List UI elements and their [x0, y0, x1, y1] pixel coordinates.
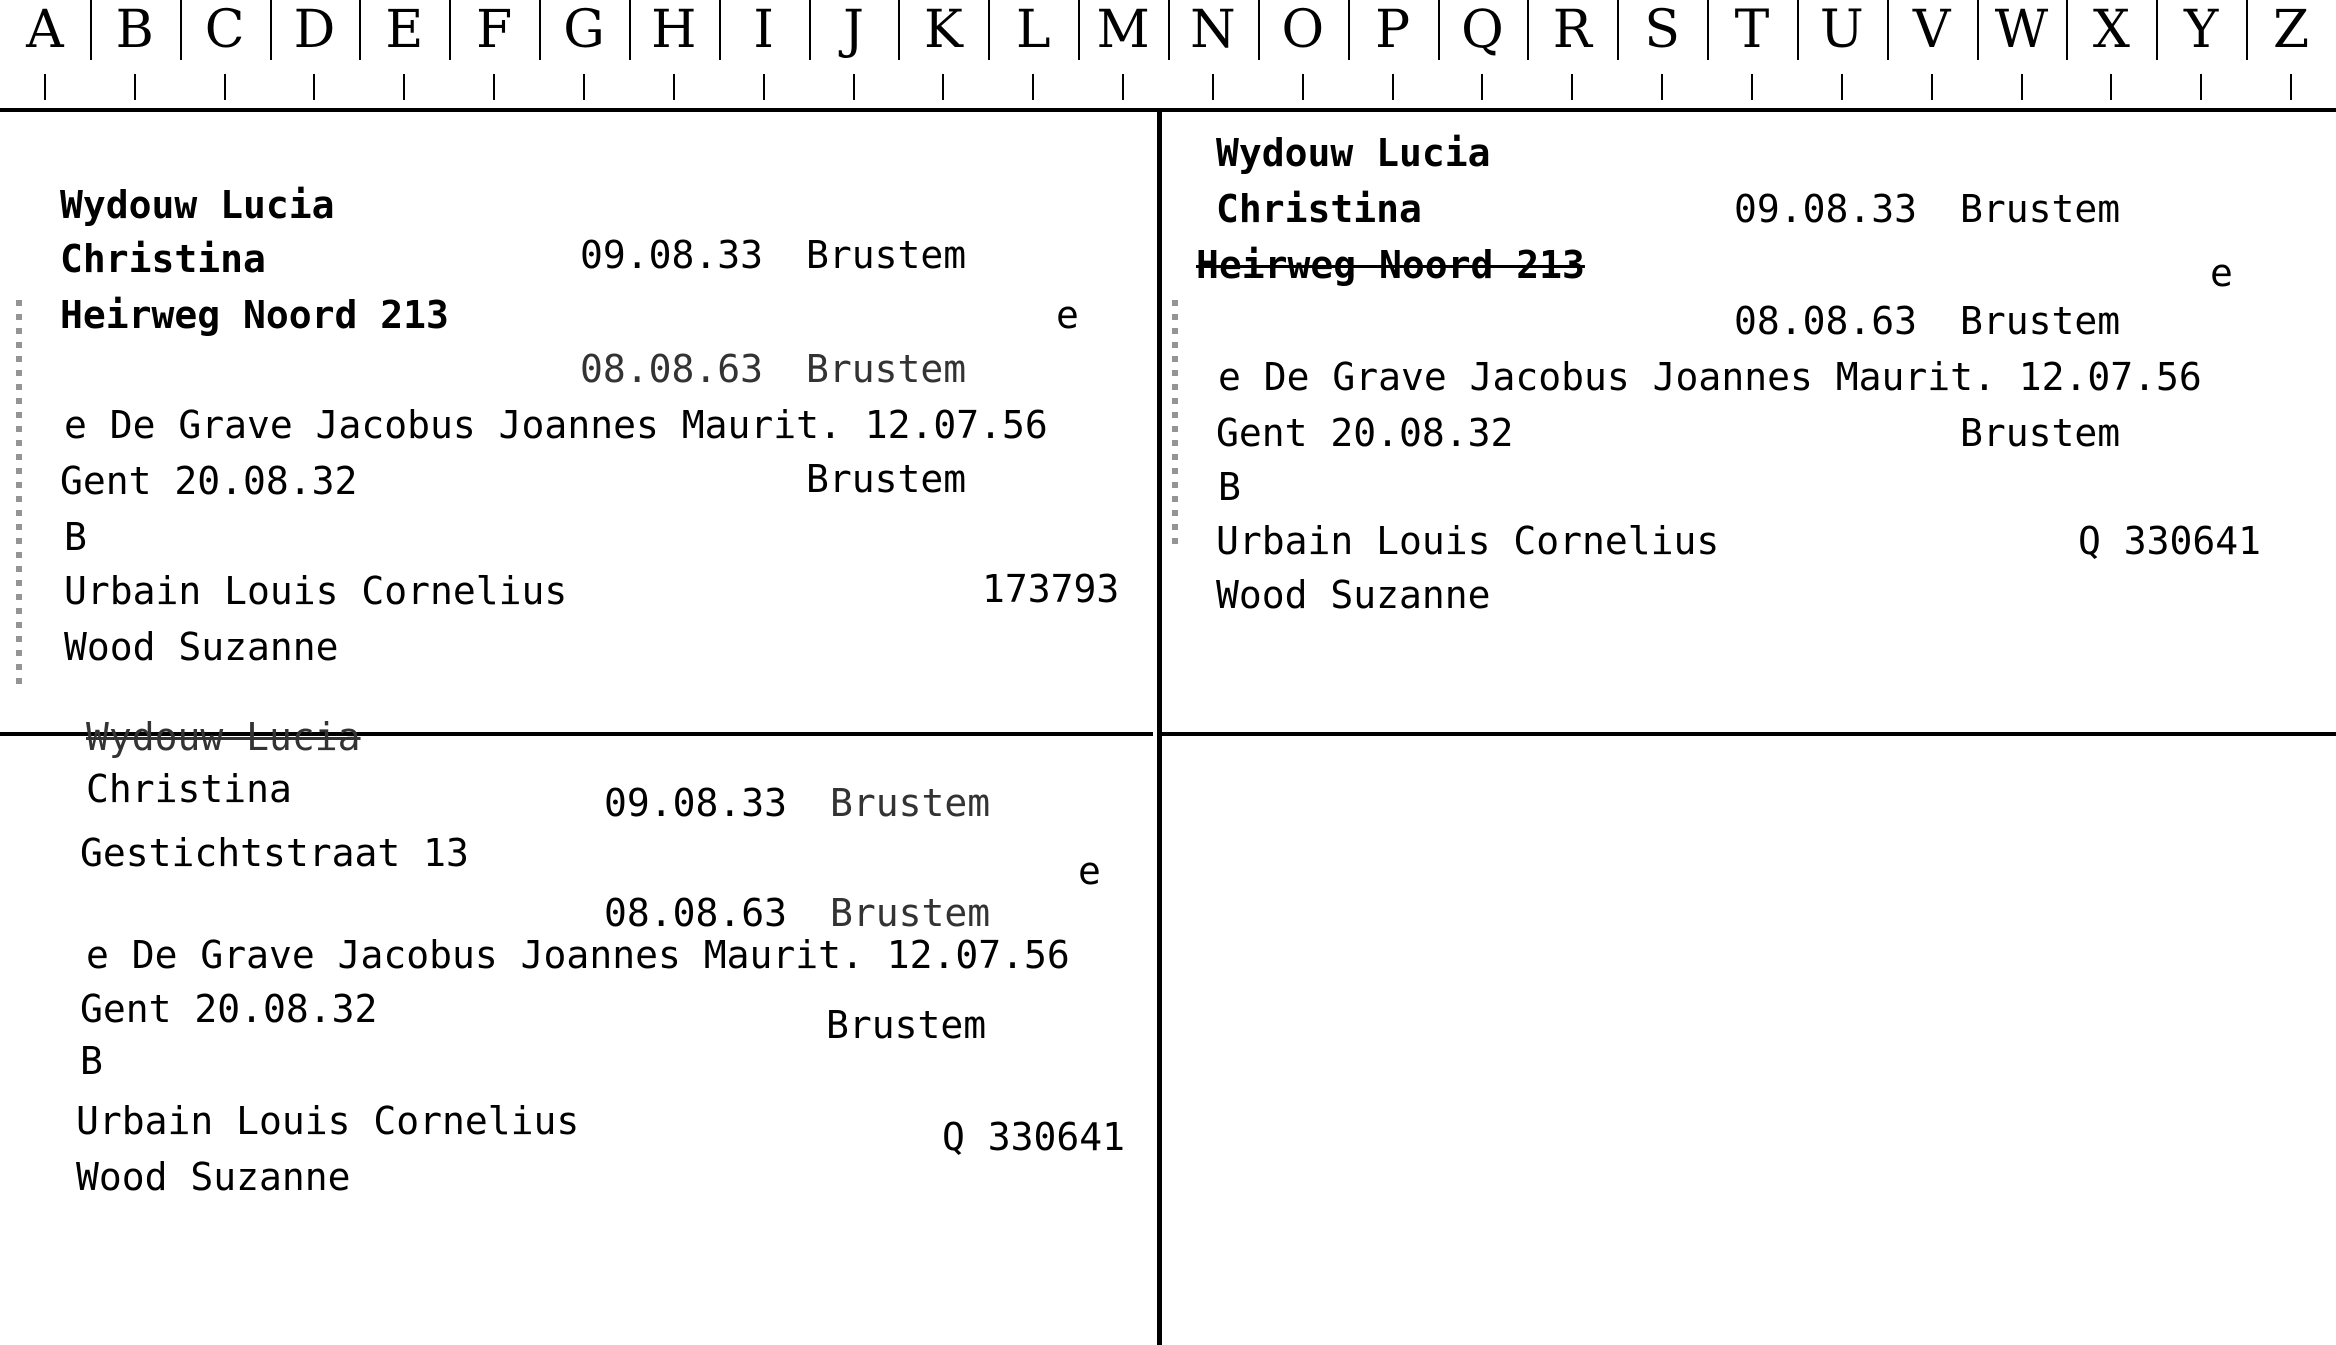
alphabet-letter-r	[1527, 0, 1617, 104]
card-marker: e	[1056, 293, 1079, 337]
card-child: Urbain Louis Cornelius	[64, 569, 568, 613]
card-surname: Wydouw Lucia	[60, 183, 335, 227]
card-surname: Wydouw Lucia	[86, 715, 361, 759]
alphabet-letter-label: G	[563, 0, 605, 60]
alphabet-letter-label: M	[1096, 0, 1150, 60]
alphabet-letter-label: R	[1552, 0, 1592, 60]
alphabet-separator	[988, 0, 990, 60]
alphabet-tick	[1571, 74, 1573, 100]
alphabet-tick	[583, 74, 585, 100]
alphabet-tick	[403, 74, 405, 100]
alphabet-letter-label: C	[204, 0, 245, 60]
alphabet-letter-label: O	[1281, 0, 1325, 60]
alphabet-separator	[2066, 0, 2068, 60]
alphabet-letter-label: K	[923, 0, 963, 60]
alphabet-letter-z	[2246, 0, 2336, 104]
alphabet-separator	[1977, 0, 1979, 60]
card-surname: Wydouw Lucia	[1216, 131, 1491, 175]
alphabet-separator	[1797, 0, 1799, 60]
card-spouse: e De Grave Jacobus Joannes Maurit. 12.07.56	[1218, 355, 2202, 399]
alphabet-letter-label: P	[1375, 0, 1411, 60]
alphabet-letter-o	[1258, 0, 1348, 104]
card-spouse-place: Brustem	[1960, 411, 2121, 455]
alphabet-letter-d	[270, 0, 360, 104]
alphabet-separator	[1887, 0, 1889, 60]
alphabet-letter-label: B	[115, 0, 154, 60]
alphabet-letter-u	[1797, 0, 1887, 104]
card-birth-date: 09.08.33	[604, 781, 788, 825]
card-address: Heirweg Noord 213	[60, 293, 449, 337]
alphabet-letter-p	[1348, 0, 1438, 104]
alphabet-separator	[1258, 0, 1260, 60]
alphabet-letter-label: T	[1734, 0, 1770, 60]
card-spouse-birth: Gent 20.08.32	[1216, 411, 1514, 455]
card-date-2: 08.08.63	[1734, 299, 1918, 343]
card-number: 173793	[982, 567, 1120, 611]
alphabet-tick	[1751, 74, 1753, 100]
alphabet-separator	[359, 0, 361, 60]
alphabet-letter-l	[988, 0, 1078, 104]
alphabet-letter-label: Q	[1461, 0, 1504, 60]
alphabet-tick	[1212, 74, 1214, 100]
card-spouse-birth: Gent 20.08.32	[60, 459, 358, 503]
card-spouse-place: Brustem	[806, 457, 967, 501]
card-marker: e	[1078, 849, 1101, 893]
card-bottom-right-blank	[1162, 736, 2336, 1345]
card-code: B	[80, 1039, 103, 1083]
card-birth-place: Brustem	[830, 781, 991, 825]
alphabet-tick	[44, 74, 46, 100]
card-place-2: Brustem	[806, 347, 967, 391]
alphabet-separator	[719, 0, 721, 60]
card-given-name: Christina	[60, 237, 266, 281]
alphabet-letter-label: W	[1994, 0, 2049, 60]
alphabet-letter-i	[719, 0, 809, 104]
card-child: Urbain Louis Cornelius	[76, 1099, 580, 1143]
card-birth-place: Brustem	[1960, 187, 2121, 231]
card-place-2: Brustem	[1960, 299, 2121, 343]
card-birth-date: 09.08.33	[1734, 187, 1918, 231]
alphabet-letter-n	[1168, 0, 1258, 104]
alphabet-tick	[1302, 74, 1304, 100]
alphabet-letter-q	[1438, 0, 1528, 104]
alphabet-letter-label: V	[1912, 0, 1951, 60]
alphabet-separator	[1617, 0, 1619, 60]
card-number: Q 330641	[942, 1115, 1126, 1159]
alphabet-separator	[2156, 0, 2158, 60]
alphabet-index	[0, 0, 2336, 112]
alphabet-tick	[1931, 74, 1933, 100]
alphabet-letter-label: D	[293, 0, 336, 60]
alphabet-letter-x	[2066, 0, 2156, 104]
card-spouse: e De Grave Jacobus Joannes Maurit. 12.07.56	[64, 403, 1048, 447]
alphabet-separator	[1438, 0, 1440, 60]
alphabet-letter-v	[1887, 0, 1977, 104]
alphabet-letter-s	[1617, 0, 1707, 104]
alphabet-letter-label: Z	[2272, 0, 2310, 60]
alphabet-letter-label: X	[2092, 0, 2130, 60]
card-date-2: 08.08.63	[580, 347, 764, 391]
alphabet-tick	[1661, 74, 1663, 100]
alphabet-letter-label: E	[385, 0, 424, 60]
alphabet-letter-label: L	[1015, 0, 1051, 60]
alphabet-separator	[1348, 0, 1350, 60]
alphabet-tick	[763, 74, 765, 100]
alphabet-separator	[270, 0, 272, 60]
alphabet-tick	[1392, 74, 1394, 100]
alphabet-tick	[2200, 74, 2202, 100]
card-birth-place: Brustem	[806, 233, 967, 277]
alphabet-tick	[2110, 74, 2112, 100]
alphabet-separator	[449, 0, 451, 60]
card-birth-date: 09.08.33	[580, 233, 764, 277]
punch-edge-marks	[1172, 300, 1178, 550]
alphabet-separator	[809, 0, 811, 60]
alphabet-tick	[1841, 74, 1843, 100]
alphabet-separator	[180, 0, 182, 60]
alphabet-tick	[1032, 74, 1034, 100]
card-child: Urbain Louis Cornelius	[1216, 519, 1720, 563]
alphabet-separator	[629, 0, 631, 60]
alphabet-letter-b	[90, 0, 180, 104]
card-other: Wood Suzanne	[76, 1155, 351, 1199]
alphabet-tick	[1481, 74, 1483, 100]
alphabet-tick	[1122, 74, 1124, 100]
alphabet-tick	[853, 74, 855, 100]
alphabet-separator	[898, 0, 900, 60]
alphabet-letter-label: J	[843, 0, 864, 60]
card-spouse: e De Grave Jacobus Joannes Maurit. 12.07.56	[86, 933, 1070, 977]
card-address: Gestichtstraat 13	[80, 831, 469, 875]
card-place-2: Brustem	[830, 891, 991, 935]
alphabet-letter-label: U	[1819, 0, 1864, 60]
alphabet-letter-m	[1078, 0, 1168, 104]
card-code: B	[64, 515, 87, 559]
card-given-name: Christina	[1216, 187, 1422, 231]
alphabet-tick	[942, 74, 944, 100]
alphabet-letter-label: Y	[2184, 0, 2219, 60]
alphabet-letter-label: I	[753, 0, 774, 60]
alphabet-letter-label: N	[1190, 0, 1236, 60]
alphabet-letter-j	[809, 0, 899, 104]
alphabet-separator	[1078, 0, 1080, 60]
alphabet-letter-e	[359, 0, 449, 104]
card-given-name: Christina	[86, 767, 292, 811]
punch-edge-marks	[16, 300, 22, 690]
alphabet-letter-label: S	[1644, 0, 1680, 60]
alphabet-separator	[1168, 0, 1170, 60]
alphabet-letter-label: A	[26, 0, 64, 60]
alphabet-tick	[673, 74, 675, 100]
card-other: Wood Suzanne	[1216, 573, 1491, 617]
alphabet-tick	[134, 74, 136, 100]
alphabet-letter-w	[1977, 0, 2067, 104]
card-marker: e	[2210, 251, 2233, 295]
alphabet-letter-k	[898, 0, 988, 104]
alphabet-tick	[2290, 74, 2292, 100]
alphabet-letter-label: H	[651, 0, 697, 60]
alphabet-letter-f	[449, 0, 539, 104]
card-other: Wood Suzanne	[64, 625, 339, 669]
alphabet-separator	[539, 0, 541, 60]
alphabet-separator	[2246, 0, 2248, 60]
card-number: Q 330641	[2078, 519, 2262, 563]
card-spouse-birth: Gent 20.08.32	[80, 987, 378, 1031]
alphabet-separator	[90, 0, 92, 60]
alphabet-letter-g	[539, 0, 629, 104]
card-address: Heirweg Noord 213	[1196, 243, 1585, 287]
alphabet-separator	[1707, 0, 1709, 60]
alphabet-tick	[2021, 74, 2023, 100]
alphabet-tick	[224, 74, 226, 100]
alphabet-separator	[1527, 0, 1529, 60]
alphabet-tick	[493, 74, 495, 100]
alphabet-tick	[313, 74, 315, 100]
alphabet-letter-y	[2156, 0, 2246, 104]
alphabet-letter-h	[629, 0, 719, 104]
alphabet-letter-a	[0, 0, 90, 104]
alphabet-letter-c	[180, 0, 270, 104]
alphabet-letter-label: F	[476, 0, 513, 60]
card-date-2: 08.08.63	[604, 891, 788, 935]
card-spouse-place: Brustem	[826, 1003, 987, 1047]
card-code: B	[1218, 465, 1241, 509]
alphabet-letter-t	[1707, 0, 1797, 104]
